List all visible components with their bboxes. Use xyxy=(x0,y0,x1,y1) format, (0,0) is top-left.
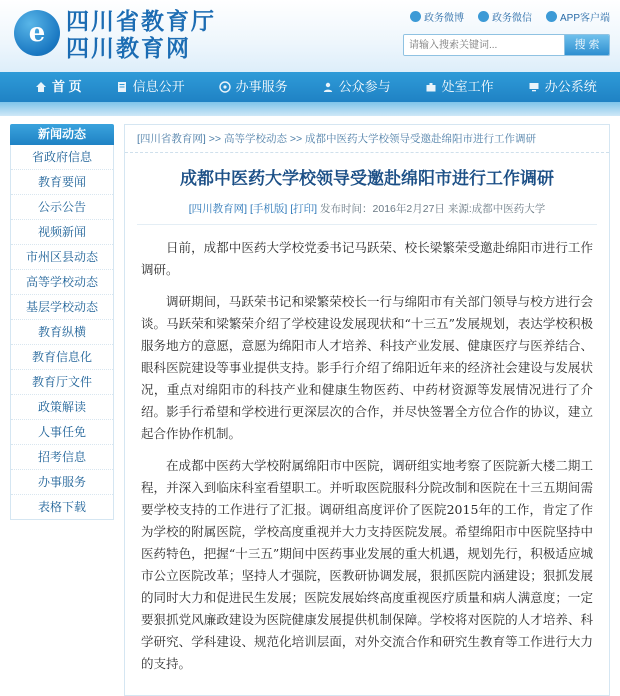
sidebar-item-form-download[interactable]: 表格下载 xyxy=(37,500,86,514)
nav-item-public-participation[interactable] xyxy=(305,72,408,102)
search-button[interactable]: 搜 索 xyxy=(564,35,609,55)
site-title xyxy=(66,8,216,62)
office-icon xyxy=(425,81,437,93)
top-link-app-label: APP客户端 xyxy=(559,13,610,24)
sidebar-item-education-review[interactable]: 教育纵横 xyxy=(11,320,113,345)
weibo-icon xyxy=(410,11,421,22)
main-nav xyxy=(0,72,620,102)
nav-item-office-work-label: 处室工作 xyxy=(441,79,494,94)
sidebar-list xyxy=(10,145,114,520)
decorative-banner xyxy=(0,102,620,116)
sidebar-title: 新闻动态 xyxy=(10,124,114,145)
service-icon xyxy=(219,81,231,93)
nav-item-home[interactable] xyxy=(18,72,99,102)
sidebar-item-education-news[interactable]: 教育要闻 xyxy=(11,170,113,195)
search-input[interactable] xyxy=(404,35,564,55)
people-icon xyxy=(322,81,334,93)
site-logo-icon: e xyxy=(14,10,60,56)
article-paragraph: 日前，成都中医药大学校党委书记马跃荣、校长梁繁荣受邀赴绵阳市进行工作调研。 xyxy=(141,240,593,277)
article-origin: 来源:成都中医药大学 xyxy=(447,203,546,215)
article-date: 发布时间：2016年2月27日 xyxy=(320,203,445,215)
breadcrumb-item-home[interactable]: [四川省教育网] xyxy=(137,133,206,145)
sidebar-item-announcements[interactable]: 公示公告 xyxy=(11,195,113,220)
home-icon xyxy=(35,81,47,93)
article-paragraph: 在成都中医药大学校附属绵阳市中医院，调研组实地考察了医院新大楼二期工程，并深入到临床科室看望职工。并听取医院服科分院改制和医院在十三五期间需要学校支持的工作进行了汇报。调研组高度评价了医院2015年的工作，肯定了作为学校的附属医院，学校高度重视并大力支持医院发展。希望绵阳市中医院坚持中医药特色，把握“十三五”期间中医药事业发展的重大机遇，规划先行，积极适应城市公立医院改革；坚持人才强院，医教研协调发展，狠抓医院内涵建设；狠抓发展的同时大力和促进民生发展；医院发展始终高度重视医疗质量和病人满意度；一定要狠抓党风廉政建设为医院健康发展提供机制保障。学校将对医院的人才培养、科学研究、学科建设、规范化培训层面，对外交流合作和研究生教育等工作进行大力的支持。 xyxy=(141,458,593,671)
top-link-wechat-label: 政务微信 xyxy=(491,13,532,24)
article-mobile-tag[interactable]: [手机版] xyxy=(250,203,288,215)
doc-icon xyxy=(116,81,128,93)
sidebar xyxy=(10,124,114,520)
sidebar-item-policy-interpretation[interactable]: 政策解读 xyxy=(11,395,113,420)
article-source-tag[interactable]: [四川教育网] xyxy=(188,203,248,215)
breadcrumb-item-current: >> 成都中医药大学校领导受邀赴绵阳市进行工作调研 xyxy=(289,133,537,145)
site-header xyxy=(0,0,620,72)
nav-item-office-system[interactable] xyxy=(511,72,614,102)
breadcrumb-item-category[interactable]: >> 高等学校动态 xyxy=(208,133,287,145)
sidebar-item-provincial-gov-info[interactable]: 省政府信息 xyxy=(11,145,113,170)
nav-item-info-disclosure[interactable] xyxy=(99,72,202,102)
system-icon xyxy=(528,81,540,93)
sidebar-item-city-county-news[interactable]: 市州区县动态 xyxy=(11,245,113,270)
top-link-weibo[interactable] xyxy=(410,9,464,24)
app-icon xyxy=(546,11,557,22)
sidebar-item-video-news[interactable]: 视频新闻 xyxy=(11,220,113,245)
sidebar-item-services[interactable]: 办事服务 xyxy=(11,470,113,495)
site-title-line2: 四川教育网 xyxy=(66,35,191,62)
nav-item-info-disclosure-label: 信息公开 xyxy=(132,79,185,94)
nav-item-office-system-label: 办公系统 xyxy=(544,79,597,94)
sidebar-item-higher-education-news[interactable]: 高等学校动态 xyxy=(11,270,113,295)
sidebar-item-basic-education-news[interactable]: 基层学校动态 xyxy=(11,295,113,320)
article-print-tag[interactable]: [打印] xyxy=(290,203,318,215)
nav-item-public-participation-label: 公众参与 xyxy=(338,79,391,94)
content-area xyxy=(0,116,620,696)
sidebar-item-exam-info[interactable]: 招考信息 xyxy=(11,445,113,470)
nav-item-home-label: 首 页 xyxy=(52,79,82,94)
nav-item-services-label: 办事服务 xyxy=(235,79,288,94)
nav-item-office-work[interactable] xyxy=(408,72,511,102)
breadcrumb xyxy=(125,125,609,153)
site-title-line1: 四川省教育厅 xyxy=(66,8,216,35)
top-link-wechat[interactable] xyxy=(478,9,532,24)
article-panel xyxy=(124,124,610,696)
nav-item-services[interactable] xyxy=(202,72,305,102)
wechat-icon xyxy=(478,11,489,22)
page-title: 成都中医药大学校领导受邀赴绵阳市进行工作调研 xyxy=(180,169,554,189)
top-link-app[interactable] xyxy=(546,9,610,24)
sidebar-item-department-documents[interactable]: 教育厅文件 xyxy=(11,370,113,395)
top-link-weibo-label: 政务微博 xyxy=(423,13,464,24)
article-meta xyxy=(137,201,597,225)
article-paragraph: 调研期间，马跃荣书记和梁繁荣校长一行与绵阳市有关部门领导与校方进行会谈。马跃荣和梁繁荣介绍了学校建设发展现状和“十三五”发展规划，表达学校积极服务地方的意愿，意愿为绵阳市人才培养、科技产业发展、健康医疗与医养结合、眼科医院建设等事业提供支持。影手行介绍了绵阳近年来的经济社会建设与发展状况，重点对绵阳市的科技产业和健康生物医药、中药材资源等发展情况进行了介绍。影手行希望和学校进行更深层次的合作，并尽快签署全方位合作的协议，建立起合作协作机制。 xyxy=(141,294,593,441)
sidebar-item-education-informatization[interactable]: 教育信息化 xyxy=(11,345,113,370)
article-body xyxy=(125,225,609,689)
top-links xyxy=(410,9,610,24)
sidebar-item-personnel-appointments[interactable]: 人事任免 xyxy=(11,420,113,445)
search-bar[interactable] xyxy=(403,34,610,56)
